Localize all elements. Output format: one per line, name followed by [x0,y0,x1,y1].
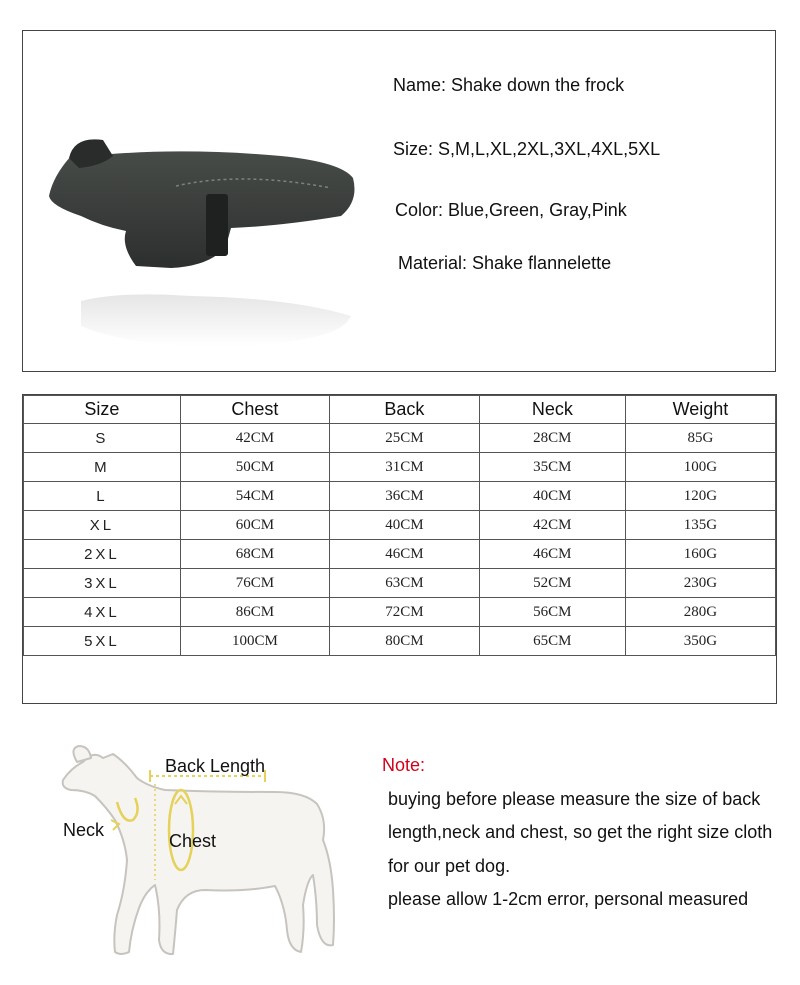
note-line: for our pet dog. [388,856,511,876]
neck-cell: 65CM [479,627,625,656]
chest-cell: 100CM [180,627,329,656]
table-row [24,424,776,453]
note-title: Note: [382,755,426,775]
weight-cell: 350G [625,627,775,656]
weight-cell: 120G [625,482,775,511]
weight-cell: 230G [625,569,775,598]
header-chest: Chest [180,396,329,424]
weight-cell: 160G [625,540,775,569]
neck-cell: 42CM [479,511,625,540]
chest-cell: 54CM [180,482,329,511]
neck-label: Neck [63,820,105,840]
size-cell: 4XL [24,598,181,627]
weight-cell: 85G [625,424,775,453]
product-name: Name: Shake down the frock [393,75,625,95]
size-cell: M [24,453,181,482]
header-weight: Weight [625,396,775,424]
size-cell: 2XL [24,540,181,569]
header-size: Size [24,396,181,424]
product-info-box [22,30,776,372]
neck-cell: 56CM [479,598,625,627]
weight-cell: 280G [625,598,775,627]
table-row [24,482,776,511]
note-line: please allow 1-2cm error, personal measured [388,889,749,909]
dog-coat-photo-icon [41,126,381,366]
size-cell: S [24,424,181,453]
header-neck: Neck [479,396,625,424]
back-cell: 72CM [329,598,479,627]
header-back: Back [329,396,479,424]
size-cell: 3XL [24,569,181,598]
table-row [24,511,776,540]
chest-cell: 68CM [180,540,329,569]
measurement-diagram [55,740,355,975]
neck-cell: 46CM [479,540,625,569]
size-table [23,395,776,656]
back-cell: 31CM [329,453,479,482]
size-chart [22,394,777,704]
back-length-label: Back Length [165,756,266,776]
neck-cell: 52CM [479,569,625,598]
product-sizes: Size: S,M,L,XL,2XL,3XL,4XL,5XL [393,139,661,159]
table-header-row [24,396,776,424]
size-cell: L [24,482,181,511]
chest-cell: 60CM [180,511,329,540]
back-cell: 63CM [329,569,479,598]
chest-cell: 50CM [180,453,329,482]
neck-cell: 35CM [479,453,625,482]
size-cell: XL [24,511,181,540]
back-cell: 25CM [329,424,479,453]
weight-cell: 100G [625,453,775,482]
back-cell: 36CM [329,482,479,511]
table-row [24,598,776,627]
chest-cell: 86CM [180,598,329,627]
back-cell: 80CM [329,627,479,656]
neck-cell: 40CM [479,482,625,511]
table-row [24,453,776,482]
product-colors: Color: Blue,Green, Gray,Pink [395,200,627,220]
table-row [24,569,776,598]
product-material: Material: Shake flannelette [398,253,612,273]
table-row [24,540,776,569]
back-cell: 40CM [329,511,479,540]
neck-cell: 28CM [479,424,625,453]
weight-cell: 135G [625,511,775,540]
note-line: length,neck and chest, so get the right size cloth [388,822,773,842]
chest-cell: 42CM [180,424,329,453]
chest-cell: 76CM [180,569,329,598]
chest-label: Chest [169,831,217,851]
note-line: buying before please measure the size of back [388,789,761,809]
size-cell: 5XL [24,627,181,656]
table-row [24,627,776,656]
back-cell: 46CM [329,540,479,569]
